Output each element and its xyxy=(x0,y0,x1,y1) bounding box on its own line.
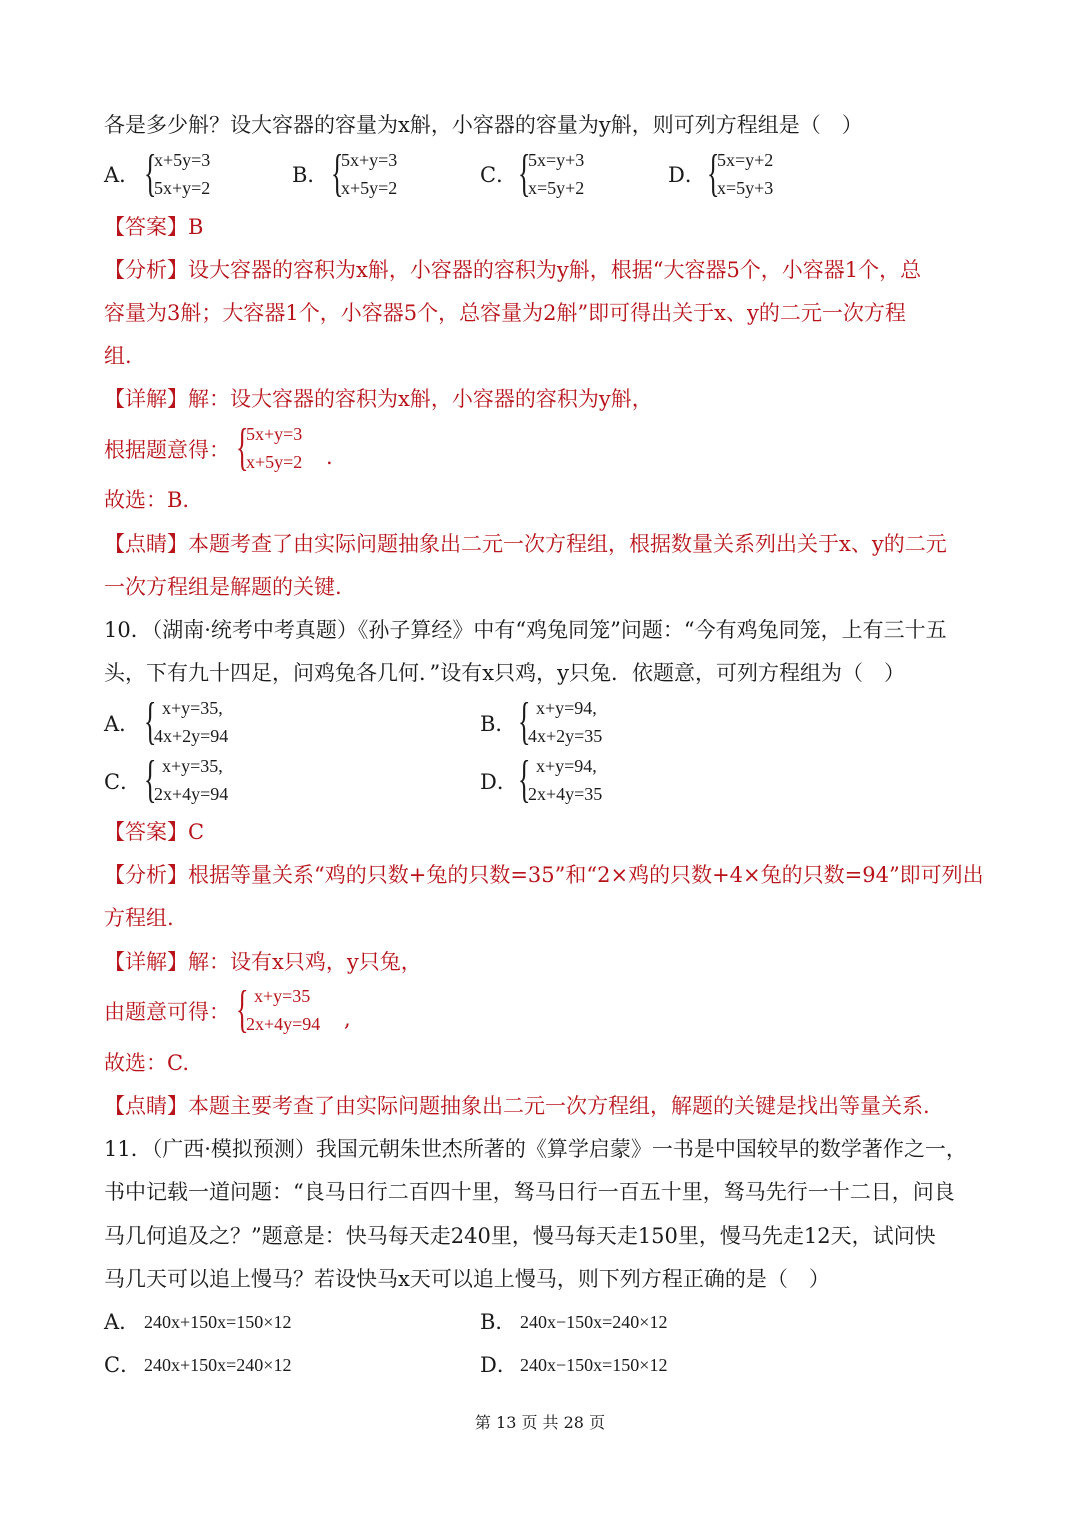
brace-icon: { xyxy=(144,751,157,808)
brace-icon: { xyxy=(518,145,531,202)
q9-question-tail: 各是多少斛？设大容器的容量为x斛，小容器的容量为y斛，则可列方程组是（ ） xyxy=(104,113,863,137)
page-footer: 第 13 页 共 28 页 xyxy=(474,1413,606,1432)
q10-detail-line-1: 【详解】解：设有x只鸡，y只兔， xyxy=(104,950,422,974)
q10-option-d-label: D． xyxy=(480,770,518,794)
q11-option-d-label: D． xyxy=(480,1353,518,1377)
q10-option-c-system: { x+y=35, 2x+4y=94 xyxy=(144,751,229,808)
q11-option-d-equation: 240x−150x=150×12 xyxy=(520,1355,668,1375)
q9-analysis-line-3: 组. xyxy=(104,344,132,368)
brace-icon: { xyxy=(236,981,249,1038)
q11-line-4: 马几天可以追上慢马？若设快马x天可以追上慢马，则下列方程正确的是（ ） xyxy=(104,1267,830,1291)
brace-icon: { xyxy=(144,693,157,750)
q11-option-c-label: C． xyxy=(104,1353,142,1377)
q11-option-a-equation: 240x+150x=150×12 xyxy=(144,1312,292,1332)
q10-option-a-system: { x+y=35, 4x+2y=94 xyxy=(144,693,229,750)
q9-option-d-system: { 5x=y+2 x=5y+3 xyxy=(707,145,774,202)
brace-icon: { xyxy=(707,145,720,202)
brace-icon: { xyxy=(236,419,249,476)
q9-analysis-line-1: 【分析】设大容器的容积为x斛，小容器的容积为y斛，根据“大容器5个，小容器1个，总 xyxy=(104,258,922,282)
q9-option-d-label: D． xyxy=(668,163,706,187)
q10-option-d-system: { x+y=94, 2x+4y=35 xyxy=(518,751,603,808)
q9-option-a-label: A． xyxy=(104,163,141,187)
q10-option-a-label: A． xyxy=(104,712,141,736)
q11-line-1: 11．（广西·模拟预测）我国元朝朱世杰所著的《算学启蒙》一书是中国较早的数学著作之一， xyxy=(104,1137,967,1161)
q10-comment: 【点睛】本题主要考查了由实际问题抽象出二元一次方程组，解题的关键是找出等量关系. xyxy=(104,1094,930,1118)
brace-icon: { xyxy=(518,693,531,750)
q11-option-b-label: B． xyxy=(480,1310,517,1334)
q10-detail-line-2: 由题意可得： xyxy=(104,1000,230,1024)
q9-comment-line-1: 【点睛】本题考查了由实际问题抽象出二元一次方程组，根据数量关系列出关于x、y的二元 xyxy=(104,532,947,556)
q9-detail-line-2: 根据题意得： xyxy=(104,438,230,462)
q11-option-a-label: A． xyxy=(104,1310,141,1334)
q10-line-2: 头，下有九十四足，问鸡兔各几何．”设有x只鸡，y只兔．依题意，可列方程组为（ ） xyxy=(104,661,905,685)
q10-detail-system: { x+y=35 2x+4y=94 xyxy=(236,981,321,1038)
q10-answer: 【答案】C xyxy=(104,820,205,844)
q9-option-b-system: { 5x+y=3 x+5y=2 xyxy=(331,145,398,202)
q10-option-b-system: { x+y=94, 4x+2y=35 xyxy=(518,693,603,750)
q9-option-c-label: C． xyxy=(480,163,518,187)
q9-analysis-line-2: 容量为3斛；大容器1个，小容器5个，总容量为2斛”即可得出关于x、y的二元一次方程 xyxy=(104,301,906,325)
q9-option-c-system: { 5x=y+3 x=5y+2 xyxy=(518,145,585,202)
q10-line-1: 10．（湖南·统考中考真题）《孙子算经》中有“鸡兔同笼”问题：“今有鸡兔同笼，上有三十五 xyxy=(104,618,947,642)
q9-option-b-label: B． xyxy=(292,163,329,187)
q9-detail-system: { 5x+y=3 x+5y=2 xyxy=(236,419,303,476)
q11-line-3: 马几何追及之？”题意是：快马每天走240里，慢马每天走150里，慢马先走12天，试问快 xyxy=(104,1224,936,1248)
q9-option-a-system: { x+5y=3 5x+y=2 xyxy=(144,145,211,202)
q11-option-c-equation: 240x+150x=240×12 xyxy=(144,1355,292,1375)
q10-option-c-label: C． xyxy=(104,770,142,794)
q10-choose: 故选：C. xyxy=(104,1051,189,1075)
q9-answer: 【答案】B xyxy=(104,215,204,239)
q9-comment-line-2: 一次方程组是解题的关键. xyxy=(104,575,342,599)
q10-option-b-label: B． xyxy=(480,712,517,736)
brace-icon: { xyxy=(144,145,157,202)
q9-detail-end: . xyxy=(326,445,333,469)
q10-analysis-line-2: 方程组. xyxy=(104,906,174,930)
brace-icon: { xyxy=(331,145,344,202)
q11-option-b-equation: 240x−150x=240×12 xyxy=(520,1312,668,1332)
q9-choose: 故选：B. xyxy=(104,488,190,512)
q9-detail-line-1: 【详解】解：设大容器的容积为x斛，小容器的容积为y斛， xyxy=(104,387,653,411)
brace-icon: { xyxy=(518,751,531,808)
q10-detail-end: , xyxy=(344,1007,351,1031)
q10-analysis-line-1: 【分析】根据等量关系“鸡的只数+兔的只数=35”和“2×鸡的只数+4×兔的只数=94”即可列出 xyxy=(104,863,984,887)
q11-line-2: 书中记载一道问题：“良马日行二百四十里，驽马日行一百五十里，驽马先行一十二日，问良 xyxy=(104,1180,955,1204)
